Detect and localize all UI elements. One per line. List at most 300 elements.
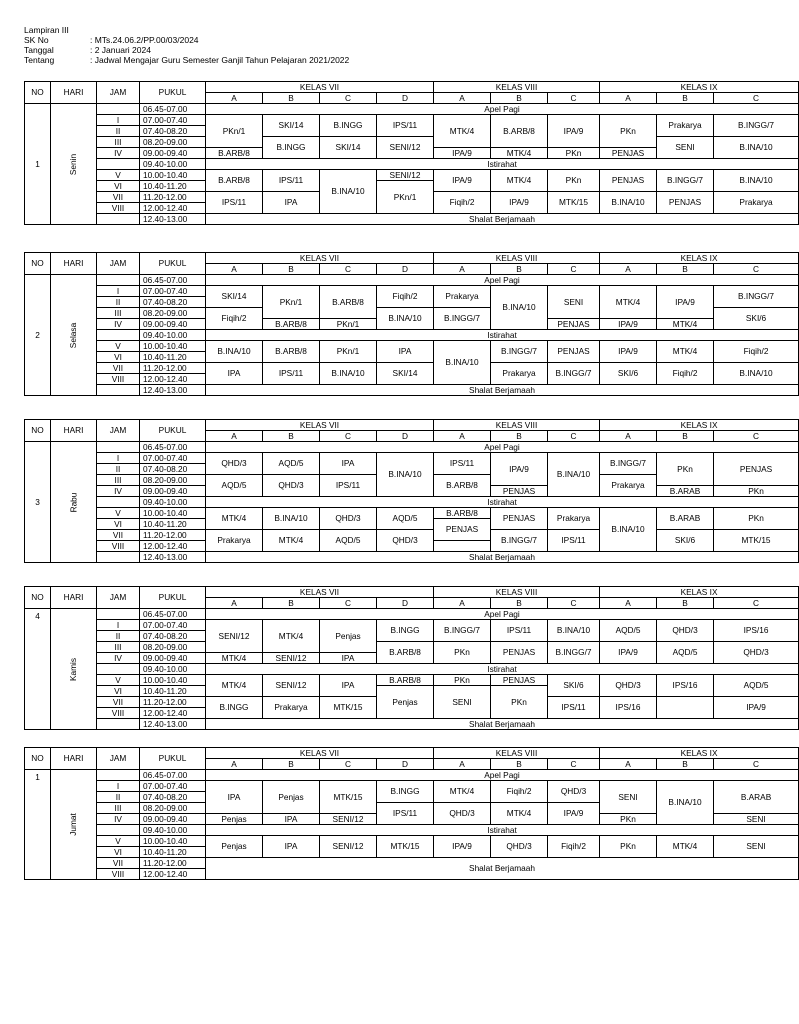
istirahat: Istirahat (206, 825, 799, 836)
lesson-cell: B.INA/10 (548, 620, 600, 642)
lesson-cell: QHD/3 (377, 530, 434, 552)
col-header-pukul: PUKUL (140, 587, 206, 609)
jam-cell (97, 275, 140, 286)
lesson-cell: B.INGG (377, 781, 434, 803)
lesson-cell: B.INGG/7 (434, 308, 491, 330)
jam-cell: IV (97, 814, 140, 825)
lesson-cell (434, 541, 491, 552)
day-name-cell (51, 442, 97, 563)
sub-header: D (377, 264, 434, 275)
sub-header: B (491, 759, 548, 770)
lesson-cell: QHD/3 (263, 475, 320, 497)
lesson-cell: Prakarya (548, 508, 600, 530)
time-cell: 07.40-08.20 (140, 631, 206, 642)
lesson-cell: B.INA/10 (320, 170, 377, 214)
col-header-kelas-ix: KELAS IX (600, 748, 799, 759)
lesson-cell: SENI/12 (377, 170, 434, 181)
sub-header: C (320, 759, 377, 770)
lesson-cell: SENI (714, 814, 799, 825)
sub-header: B (657, 93, 714, 104)
day-number-cell (25, 770, 51, 880)
time-cell: 10.40-11.20 (140, 181, 206, 192)
sub-header: B (491, 598, 548, 609)
jam-cell: VI (97, 181, 140, 192)
lesson-cell: PKn (434, 675, 491, 686)
col-header-jam: JAM (97, 253, 140, 275)
col-header-jam: JAM (97, 420, 140, 442)
time-cell: 10.00-10.40 (140, 836, 206, 847)
lesson-cell: B.ARB/8 (377, 642, 434, 664)
lesson-cell: SENI/12 (263, 675, 320, 697)
col-header-kelas-vii: KELAS VII (206, 253, 434, 264)
time-cell: 12.00-12.40 (140, 374, 206, 385)
lesson-cell: Penjas (206, 814, 263, 825)
sub-header: A (434, 431, 491, 442)
sub-header: A (206, 264, 263, 275)
jam-cell: IV (97, 319, 140, 330)
jam-cell: VIII (97, 708, 140, 719)
sub-header: B (263, 759, 320, 770)
header-row-sk (24, 35, 349, 45)
lesson-cell: PENJAS (714, 453, 799, 486)
sub-header: C (320, 598, 377, 609)
apel-pagi: Apel Pagi (206, 770, 799, 781)
jam-cell: III (97, 803, 140, 814)
lesson-cell: AQD/5 (320, 530, 377, 552)
time-cell: 12.40-13.00 (140, 385, 206, 396)
header-value: : 2 Januari 2024 (90, 45, 151, 55)
jam-cell: II (97, 464, 140, 475)
sub-header: B (491, 264, 548, 275)
lesson-cell: MTK/15 (714, 530, 799, 552)
lesson-cell: Fiqih/2 (491, 781, 548, 803)
lesson-cell: QHD/3 (320, 508, 377, 530)
sub-header: C (320, 264, 377, 275)
sub-header: B (491, 431, 548, 442)
jam-cell: IV (97, 148, 140, 159)
jam-cell: VI (97, 519, 140, 530)
time-cell: 07.00-07.40 (140, 781, 206, 792)
time-cell: 12.00-12.40 (140, 541, 206, 552)
lesson-cell: Prakarya (263, 697, 320, 719)
col-header-kelas-viii: KELAS VIII (434, 420, 600, 431)
jam-cell: IV (97, 653, 140, 664)
lesson-cell: QHD/3 (434, 803, 491, 825)
lesson-cell: PKn (600, 836, 657, 858)
lesson-cell: B.INGG/7 (714, 115, 799, 137)
lesson-cell: B.INA/10 (377, 308, 434, 330)
header-label: Tentang (24, 55, 55, 65)
time-cell: 09.00-09.40 (140, 653, 206, 664)
lesson-cell: B.INGG/7 (714, 286, 799, 308)
sub-header: A (600, 431, 657, 442)
time-cell: 08.20-09.00 (140, 308, 206, 319)
lesson-cell: AQD/5 (377, 508, 434, 530)
lesson-cell: PENJAS (600, 170, 657, 192)
lesson-cell: MTK/4 (491, 170, 548, 192)
day-name-cell (51, 104, 97, 225)
lesson-cell: SENI/12 (320, 814, 377, 825)
lesson-cell: IPS/11 (320, 475, 377, 497)
lesson-cell: B.ARAB (714, 781, 799, 814)
lesson-cell: IPA/9 (548, 115, 600, 148)
col-header-kelas-vii: KELAS VII (206, 748, 434, 759)
time-cell: 09.40-10.00 (140, 664, 206, 675)
day-number: 2 (25, 275, 51, 396)
col-header-kelas-viii: KELAS VIII (434, 587, 600, 598)
sub-header: B (263, 431, 320, 442)
time-cell: 10.40-11.20 (140, 352, 206, 363)
time-cell: 07.40-08.20 (140, 126, 206, 137)
col-header-jam: JAM (97, 748, 140, 770)
jam-cell: II (97, 631, 140, 642)
lesson-cell: AQD/5 (657, 642, 714, 664)
lesson-cell: Fiqih/2 (206, 308, 263, 330)
jam-cell (97, 719, 140, 730)
sub-header: C (548, 93, 600, 104)
lesson-cell: B.INA/10 (548, 453, 600, 497)
time-cell: 07.40-08.20 (140, 297, 206, 308)
lesson-cell: PENJAS (548, 341, 600, 363)
jam-cell (97, 330, 140, 341)
lesson-cell: B.INGG/7 (600, 453, 657, 475)
col-header-pukul: PUKUL (140, 82, 206, 104)
jam-cell (97, 214, 140, 225)
lesson-cell: PKn (714, 508, 799, 530)
lesson-cell: B.INA/10 (714, 363, 799, 385)
time-cell: 10.40-11.20 (140, 519, 206, 530)
header-label: SK No (24, 35, 49, 45)
lesson-cell: B.INA/10 (714, 137, 799, 159)
document-header (24, 25, 349, 65)
lesson-cell: Penjas (377, 686, 434, 719)
lesson-cell: B.ARAB (657, 508, 714, 530)
lesson-cell: SENI/12 (377, 137, 434, 159)
lesson-cell: SKI/6 (657, 530, 714, 552)
lesson-cell: SKI/6 (714, 308, 799, 330)
jam-cell: V (97, 170, 140, 181)
jam-cell: VIII (97, 203, 140, 214)
day-name: Jumat (68, 813, 78, 836)
col-header-no: NO (25, 748, 51, 770)
lesson-cell: IPA/9 (600, 642, 657, 664)
lesson-cell: IPA (206, 781, 263, 814)
lesson-cell: AQD/5 (206, 475, 263, 497)
time-cell: 10.00-10.40 (140, 170, 206, 181)
day-name: Kamis (68, 657, 78, 681)
lesson-cell: SENI (657, 137, 714, 159)
lesson-cell (657, 697, 714, 719)
jam-cell: VII (97, 530, 140, 541)
lesson-cell: Prakarya (206, 530, 263, 552)
apel-pagi: Apel Pagi (206, 275, 799, 286)
col-header-kelas-vii: KELAS VII (206, 420, 434, 431)
time-cell: 08.20-09.00 (140, 475, 206, 486)
lesson-cell: B.INGG (263, 137, 320, 159)
jam-cell (97, 442, 140, 453)
lesson-cell: Fiqih/2 (548, 836, 600, 858)
lesson-cell: Penjas (263, 781, 320, 814)
jam-cell: VI (97, 352, 140, 363)
sub-header: C (320, 93, 377, 104)
jam-cell: VII (97, 363, 140, 374)
sub-header: C (714, 431, 799, 442)
sub-header: A (600, 598, 657, 609)
lesson-cell: Prakarya (600, 475, 657, 497)
lesson-cell: Penjas (320, 620, 377, 653)
lesson-cell: MTK/4 (491, 148, 548, 159)
lesson-cell: IPS/11 (548, 530, 600, 552)
istirahat: Istirahat (206, 159, 799, 170)
lesson-cell: IPA/9 (434, 170, 491, 192)
jam-cell: I (97, 453, 140, 464)
col-header-kelas-ix: KELAS IX (600, 82, 799, 93)
lesson-cell: PKn (657, 453, 714, 486)
col-header-no: NO (25, 420, 51, 442)
lesson-cell: AQD/5 (600, 620, 657, 642)
jam-cell (97, 552, 140, 563)
day-number: 3 (25, 442, 51, 563)
sub-header: D (377, 759, 434, 770)
time-cell: 10.40-11.20 (140, 686, 206, 697)
lesson-cell: MTK/4 (491, 803, 548, 825)
time-cell: 12.00-12.40 (140, 869, 206, 880)
time-cell: 07.00-07.40 (140, 286, 206, 297)
lesson-cell: IPA (377, 341, 434, 363)
sub-header: C (548, 598, 600, 609)
jam-cell: VIII (97, 541, 140, 552)
lesson-cell: PENJAS (491, 642, 548, 664)
sub-header: D (377, 93, 434, 104)
jam-cell: V (97, 836, 140, 847)
col-header-kelas-ix: KELAS IX (600, 420, 799, 431)
lesson-cell: B.INGG/7 (548, 642, 600, 664)
lesson-cell: PENJAS (491, 508, 548, 530)
lesson-cell: PKn (434, 642, 491, 664)
time-cell: 08.20-09.00 (140, 642, 206, 653)
jam-cell (97, 825, 140, 836)
time-cell: 09.00-09.40 (140, 148, 206, 159)
col-header-no: NO (25, 82, 51, 104)
col-header-kelas-ix: KELAS IX (600, 253, 799, 264)
time-cell: 12.00-12.40 (140, 708, 206, 719)
time-cell: 09.40-10.00 (140, 825, 206, 836)
lesson-cell: MTK/4 (206, 508, 263, 530)
time-cell: 06.45-07.00 (140, 609, 206, 620)
lesson-cell: PKn (600, 814, 657, 825)
col-header-jam: JAM (97, 82, 140, 104)
col-header-no: NO (25, 253, 51, 275)
lesson-cell: PKn (714, 486, 799, 497)
col-header-kelas-viii: KELAS VIII (434, 748, 600, 759)
lesson-cell: SENI (548, 286, 600, 319)
lesson-cell: MTK/4 (434, 115, 491, 148)
time-cell: 07.00-07.40 (140, 453, 206, 464)
lesson-cell: B.INA/10 (263, 508, 320, 530)
lesson-cell: SENI/12 (206, 620, 263, 653)
day-name-cell (51, 770, 97, 880)
day-name: Rabu (68, 492, 78, 512)
jam-cell (97, 159, 140, 170)
lesson-cell: B.INA/10 (206, 341, 263, 363)
lesson-cell: QHD/3 (548, 781, 600, 803)
lesson-cell: MTK/15 (548, 192, 600, 214)
time-cell: 07.00-07.40 (140, 115, 206, 126)
sub-header: C (714, 93, 799, 104)
jam-cell: IV (97, 486, 140, 497)
jam-cell: I (97, 115, 140, 126)
lesson-cell: B.INA/10 (377, 453, 434, 497)
col-header-hari: HARI (51, 82, 97, 104)
lesson-cell: IPS/16 (714, 620, 799, 642)
jam-cell: I (97, 620, 140, 631)
time-cell: 09.00-09.40 (140, 486, 206, 497)
time-cell: 11.20-12.00 (140, 858, 206, 869)
lesson-cell: B.ARAB (657, 486, 714, 497)
jam-cell (97, 609, 140, 620)
time-cell: 07.00-07.40 (140, 620, 206, 631)
lesson-cell: Fiqih/2 (434, 192, 491, 214)
jam-cell: III (97, 642, 140, 653)
sub-header: A (600, 264, 657, 275)
lesson-cell: B.ARB/8 (377, 675, 434, 686)
time-cell: 12.40-13.00 (140, 719, 206, 730)
jam-cell: III (97, 308, 140, 319)
lesson-cell: IPA/9 (548, 803, 600, 825)
time-cell: 09.40-10.00 (140, 330, 206, 341)
time-cell: 12.40-13.00 (140, 214, 206, 225)
sub-header: A (206, 759, 263, 770)
lesson-cell: SKI/6 (548, 675, 600, 697)
time-cell: 06.45-07.00 (140, 275, 206, 286)
apel-pagi: Apel Pagi (206, 104, 799, 115)
lesson-cell: PENJAS (491, 486, 548, 497)
time-cell: 09.40-10.00 (140, 159, 206, 170)
jam-cell: VI (97, 847, 140, 858)
lesson-cell: MTK/4 (263, 620, 320, 653)
col-header-kelas-vii: KELAS VII (206, 82, 434, 93)
header-value: : Jadwal Mengajar Guru Semester Ganjil Tahun Pelajaran 2021/2022 (90, 55, 350, 65)
jam-cell: I (97, 286, 140, 297)
lesson-cell: Prakarya (714, 192, 799, 214)
col-header-pukul: PUKUL (140, 253, 206, 275)
attachment-title: Lampiran III (24, 25, 69, 35)
shalat-berjamaah: Shalat Berjamaah (206, 214, 799, 225)
lesson-cell: B.INGG/7 (548, 363, 600, 385)
schedule-table-kamis (24, 586, 799, 730)
lesson-cell: PKn/1 (320, 341, 377, 363)
day-name-cell (51, 609, 97, 730)
istirahat: Istirahat (206, 497, 799, 508)
jam-cell: II (97, 126, 140, 137)
jam-cell: I (97, 781, 140, 792)
col-header-no: NO (25, 587, 51, 609)
lesson-cell: PKn (491, 686, 548, 719)
shalat-berjamaah: Shalat Berjamaah (206, 719, 799, 730)
time-cell: 09.00-09.40 (140, 319, 206, 330)
jam-cell: II (97, 297, 140, 308)
jam-cell (97, 104, 140, 115)
lesson-cell: SENI (714, 836, 799, 858)
time-cell: 07.40-08.20 (140, 792, 206, 803)
time-cell: 07.40-08.20 (140, 464, 206, 475)
lesson-cell: QHD/3 (491, 836, 548, 858)
lesson-cell: MTK/4 (206, 675, 263, 697)
lesson-cell: B.ARB/8 (206, 148, 263, 159)
sub-header: B (263, 93, 320, 104)
sub-header: C (714, 598, 799, 609)
lesson-cell: PKn/1 (206, 115, 263, 148)
lesson-cell: Fiqih/2 (377, 286, 434, 308)
lesson-cell: Penjas (206, 836, 263, 858)
lesson-cell: MTK/4 (657, 319, 714, 330)
col-header-pukul: PUKUL (140, 748, 206, 770)
sub-header: A (434, 598, 491, 609)
lesson-cell: B.INA/10 (320, 363, 377, 385)
lesson-cell: B.INA/10 (714, 170, 799, 192)
apel-pagi: Apel Pagi (206, 442, 799, 453)
col-header-hari: HARI (51, 587, 97, 609)
lesson-cell: PKn (600, 115, 657, 148)
lesson-cell: B.INA/10 (657, 781, 714, 825)
lesson-cell: PENJAS (600, 148, 657, 159)
sub-header: A (206, 93, 263, 104)
sub-header: B (657, 264, 714, 275)
lesson-cell: IPA/9 (491, 453, 548, 486)
day-name: Selasa (68, 322, 78, 348)
sub-header: A (206, 431, 263, 442)
lesson-cell: SKI/14 (263, 115, 320, 137)
sub-header: C (320, 431, 377, 442)
lesson-cell: PENJAS (491, 675, 548, 686)
sub-header: B (491, 93, 548, 104)
sub-header: A (600, 93, 657, 104)
jam-cell: V (97, 341, 140, 352)
jam-cell: II (97, 792, 140, 803)
lesson-cell: PKn (548, 148, 600, 159)
lesson-cell: B.INGG (320, 115, 377, 137)
sub-header: A (206, 598, 263, 609)
col-header-hari: HARI (51, 253, 97, 275)
sub-header: B (657, 759, 714, 770)
lesson-cell: MTK/15 (320, 781, 377, 814)
lesson-cell: PENJAS (548, 319, 600, 330)
lesson-cell: B.ARB/8 (263, 319, 320, 330)
lesson-cell: AQD/5 (263, 453, 320, 475)
header-value: : MTs.24.06.2/PP.00/03/2024 (90, 35, 199, 45)
lesson-cell: MTK/4 (657, 836, 714, 858)
lesson-cell: B.ARB/8 (206, 170, 263, 192)
sub-header: A (600, 759, 657, 770)
lesson-cell: AQD/5 (714, 675, 799, 697)
lesson-cell: IPA/9 (434, 836, 491, 858)
time-cell: 10.00-10.40 (140, 675, 206, 686)
time-cell: 06.45-07.00 (140, 104, 206, 115)
lesson-cell: SKI/14 (206, 286, 263, 308)
lesson-cell: IPA/9 (600, 319, 657, 330)
lesson-cell: IPS/11 (377, 115, 434, 137)
istirahat: Istirahat (206, 664, 799, 675)
col-header-kelas-vii: KELAS VII (206, 587, 434, 598)
time-cell: 08.20-09.00 (140, 803, 206, 814)
lesson-cell: QHD/3 (600, 675, 657, 697)
lesson-cell: Fiqih/2 (714, 341, 799, 363)
lesson-cell: B.INGG/7 (491, 341, 548, 363)
jam-cell: VIII (97, 869, 140, 880)
lesson-cell: IPS/11 (263, 363, 320, 385)
schedule-table-senin (24, 81, 799, 225)
istirahat: Istirahat (206, 330, 799, 341)
